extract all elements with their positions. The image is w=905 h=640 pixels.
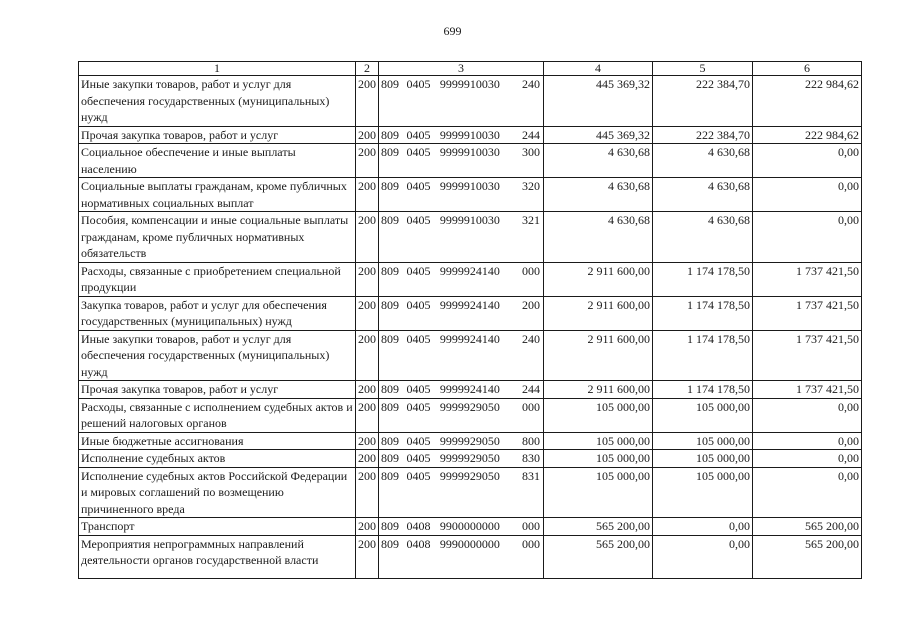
expense-type-code: 000 [522, 519, 540, 533]
row-value-col6: 222 984,62 [753, 76, 862, 127]
table-row [79, 398, 862, 432]
row-value-col6: 0,00 [753, 178, 862, 212]
target-article-code: 9999910030 [439, 179, 500, 193]
table-row [79, 212, 862, 263]
section-code: 0405 [406, 127, 431, 142]
row-value-col6: 0,00 [753, 450, 862, 468]
section-code: 0405 [406, 77, 431, 91]
row-description: Исполнение судебных актов Российской Федерации и мировых соглашений по возмещению причиненного вреда [79, 467, 356, 518]
row-budget-code [379, 212, 544, 263]
expense-type-code: 244 [522, 382, 540, 396]
row-column-2: 200 [356, 535, 379, 578]
row-column-2: 200 [356, 518, 379, 536]
row-column-2: 200 [356, 450, 379, 468]
row-column-2: 200 [356, 212, 379, 263]
expense-type-code: 320 [522, 179, 540, 193]
section-code: 0408 [406, 536, 431, 551]
table-row [79, 381, 862, 399]
target-article-code: 9999929050 [439, 399, 500, 414]
row-budget-code [379, 518, 544, 536]
row-value-col4: 2 911 600,00 [544, 330, 653, 381]
row-budget-code [379, 467, 544, 518]
section-code: 0405 [406, 297, 431, 312]
table-row [79, 126, 862, 144]
expense-type-code: 240 [522, 77, 540, 91]
row-description: Мероприятия непрограммных направлений деятельности органов государственной власти [79, 535, 356, 578]
row-column-2: 200 [356, 467, 379, 518]
header-cell: 3 [379, 62, 544, 76]
row-column-2: 200 [356, 178, 379, 212]
department-code: 809 [381, 263, 399, 278]
row-value-col6: 0,00 [753, 467, 862, 518]
target-article-code: 9999924140 [439, 331, 500, 346]
row-column-2: 200 [356, 398, 379, 432]
row-column-2: 200 [356, 381, 379, 399]
row-description: Прочая закупка товаров, работ и услуг [79, 381, 356, 399]
header-cell: 6 [753, 62, 862, 76]
row-value-col5: 1 174 178,50 [653, 296, 753, 330]
target-article-code: 9900000000 [439, 519, 500, 533]
row-value-col6: 565 200,00 [753, 518, 862, 536]
table-row [79, 296, 862, 330]
row-value-col4: 105 000,00 [544, 398, 653, 432]
row-budget-code [379, 398, 544, 432]
target-article-code: 9999910030 [439, 145, 500, 159]
row-description: Иные бюджетные ассигнования [79, 432, 356, 450]
target-article-code: 9999929050 [439, 468, 500, 483]
row-value-col4: 445 369,32 [544, 76, 653, 127]
expense-type-code: 200 [522, 297, 540, 312]
department-code: 809 [381, 145, 399, 159]
target-article-code: 9999910030 [439, 77, 500, 91]
expense-type-code: 244 [522, 127, 540, 142]
table-row [79, 76, 862, 127]
row-description: Иные закупки товаров, работ и услуг для обеспечения государственных (муниципальных) нужд [79, 76, 356, 127]
target-article-code: 9999924140 [439, 263, 500, 278]
expense-type-code: 300 [522, 145, 540, 159]
expense-type-code: 830 [522, 451, 540, 465]
department-code: 809 [381, 433, 399, 448]
table-row [79, 467, 862, 518]
section-code: 0405 [406, 382, 431, 396]
row-value-col6: 1 737 421,50 [753, 262, 862, 296]
expense-type-code: 800 [522, 433, 540, 448]
row-value-col5: 0,00 [653, 535, 753, 578]
header-row [79, 62, 862, 76]
target-article-code: 9990000000 [439, 536, 500, 551]
row-value-col4: 2 911 600,00 [544, 262, 653, 296]
row-column-2: 200 [356, 126, 379, 144]
row-value-col5: 1 174 178,50 [653, 262, 753, 296]
department-code: 809 [381, 536, 399, 551]
row-column-2: 200 [356, 296, 379, 330]
department-code: 809 [381, 179, 399, 193]
target-article-code: 9999924140 [439, 382, 500, 396]
row-value-col6: 222 984,62 [753, 126, 862, 144]
row-column-2: 200 [356, 432, 379, 450]
row-column-2: 200 [356, 330, 379, 381]
row-value-col4: 105 000,00 [544, 467, 653, 518]
row-description: Социальное обеспечение и иные выплаты населению [79, 144, 356, 178]
expense-type-code: 000 [522, 399, 540, 414]
row-value-col4: 2 911 600,00 [544, 381, 653, 399]
row-value-col4: 4 630,68 [544, 144, 653, 178]
row-value-col4: 105 000,00 [544, 450, 653, 468]
row-budget-code [379, 381, 544, 399]
department-code: 809 [381, 451, 399, 465]
target-article-code: 9999929050 [439, 451, 500, 465]
budget-table [78, 61, 862, 579]
department-code: 809 [381, 382, 399, 396]
row-description: Расходы, связанные с приобретением специальной продукции [79, 262, 356, 296]
table-row [79, 178, 862, 212]
table-row [79, 144, 862, 178]
row-value-col4: 2 911 600,00 [544, 296, 653, 330]
table-row [79, 330, 862, 381]
row-value-col5: 105 000,00 [653, 432, 753, 450]
section-code: 0405 [406, 468, 431, 483]
page-number: 699 [443, 24, 462, 38]
row-budget-code [379, 126, 544, 144]
row-description: Прочая закупка товаров, работ и услуг [79, 126, 356, 144]
expense-type-code: 000 [522, 536, 540, 551]
department-code: 809 [381, 399, 399, 414]
row-value-col5: 4 630,68 [653, 212, 753, 263]
department-code: 809 [381, 127, 399, 142]
row-column-2: 200 [356, 76, 379, 127]
row-budget-code [379, 178, 544, 212]
row-value-col4: 445 369,32 [544, 126, 653, 144]
table-row [79, 450, 862, 468]
row-description: Иные закупки товаров, работ и услуг для обеспечения государственных (муниципальных) нужд [79, 330, 356, 381]
row-budget-code [379, 262, 544, 296]
row-value-col4: 105 000,00 [544, 432, 653, 450]
section-code: 0405 [406, 213, 431, 227]
row-value-col5: 1 174 178,50 [653, 330, 753, 381]
target-article-code: 9999929050 [439, 433, 500, 448]
row-value-col6: 1 737 421,50 [753, 296, 862, 330]
row-value-col4: 565 200,00 [544, 535, 653, 578]
target-article-code: 9999910030 [439, 127, 500, 142]
department-code: 809 [381, 519, 399, 533]
section-code: 0405 [406, 263, 431, 278]
row-value-col5: 105 000,00 [653, 467, 753, 518]
department-code: 809 [381, 468, 399, 483]
section-code: 0405 [406, 451, 431, 465]
row-description: Расходы, связанные с исполнением судебных актов и решений налоговых органов [79, 398, 356, 432]
section-code: 0408 [406, 519, 431, 533]
expense-type-code: 000 [522, 263, 540, 278]
row-budget-code [379, 296, 544, 330]
expense-type-code: 240 [522, 331, 540, 346]
row-value-col4: 4 630,68 [544, 178, 653, 212]
section-code: 0405 [406, 179, 431, 193]
row-value-col5: 1 174 178,50 [653, 381, 753, 399]
row-description: Транспорт [79, 518, 356, 536]
target-article-code: 9999924140 [439, 297, 500, 312]
row-budget-code [379, 330, 544, 381]
section-code: 0405 [406, 145, 431, 159]
row-value-col6: 565 200,00 [753, 535, 862, 578]
row-value-col4: 4 630,68 [544, 212, 653, 263]
table-row [79, 518, 862, 536]
row-value-col5: 222 384,70 [653, 126, 753, 144]
table-row [79, 262, 862, 296]
table-row [79, 535, 862, 578]
header-cell: 4 [544, 62, 653, 76]
row-value-col6: 0,00 [753, 144, 862, 178]
row-value-col4: 565 200,00 [544, 518, 653, 536]
table-row [79, 432, 862, 450]
row-budget-code [379, 450, 544, 468]
row-description: Пособия, компенсации и иные социальные выплаты гражданам, кроме публичных нормативных обязательств [79, 212, 356, 263]
header-cell: 1 [79, 62, 356, 76]
row-value-col5: 4 630,68 [653, 178, 753, 212]
header-cell: 2 [356, 62, 379, 76]
row-value-col6: 1 737 421,50 [753, 381, 862, 399]
row-value-col5: 105 000,00 [653, 450, 753, 468]
row-description: Социальные выплаты гражданам, кроме публичных нормативных социальных выплат [79, 178, 356, 212]
target-article-code: 9999910030 [439, 213, 500, 227]
department-code: 809 [381, 331, 399, 346]
row-value-col6: 0,00 [753, 212, 862, 263]
header-cell: 5 [653, 62, 753, 76]
expense-type-code: 321 [522, 213, 540, 227]
section-code: 0405 [406, 399, 431, 414]
department-code: 809 [381, 77, 399, 91]
section-code: 0405 [406, 433, 431, 448]
row-description: Исполнение судебных актов [79, 450, 356, 468]
row-description: Закупка товаров, работ и услуг для обеспечения государственных (муниципальных) нужд [79, 296, 356, 330]
row-column-2: 200 [356, 144, 379, 178]
row-value-col5: 0,00 [653, 518, 753, 536]
row-value-col5: 222 384,70 [653, 76, 753, 127]
row-budget-code [379, 144, 544, 178]
row-value-col5: 4 630,68 [653, 144, 753, 178]
department-code: 809 [381, 297, 399, 312]
row-budget-code [379, 76, 544, 127]
row-value-col5: 105 000,00 [653, 398, 753, 432]
row-value-col6: 0,00 [753, 432, 862, 450]
row-column-2: 200 [356, 262, 379, 296]
row-budget-code [379, 535, 544, 578]
section-code: 0405 [406, 331, 431, 346]
department-code: 809 [381, 213, 399, 227]
expense-type-code: 831 [522, 468, 540, 483]
row-value-col6: 1 737 421,50 [753, 330, 862, 381]
row-value-col6: 0,00 [753, 398, 862, 432]
row-budget-code [379, 432, 544, 450]
